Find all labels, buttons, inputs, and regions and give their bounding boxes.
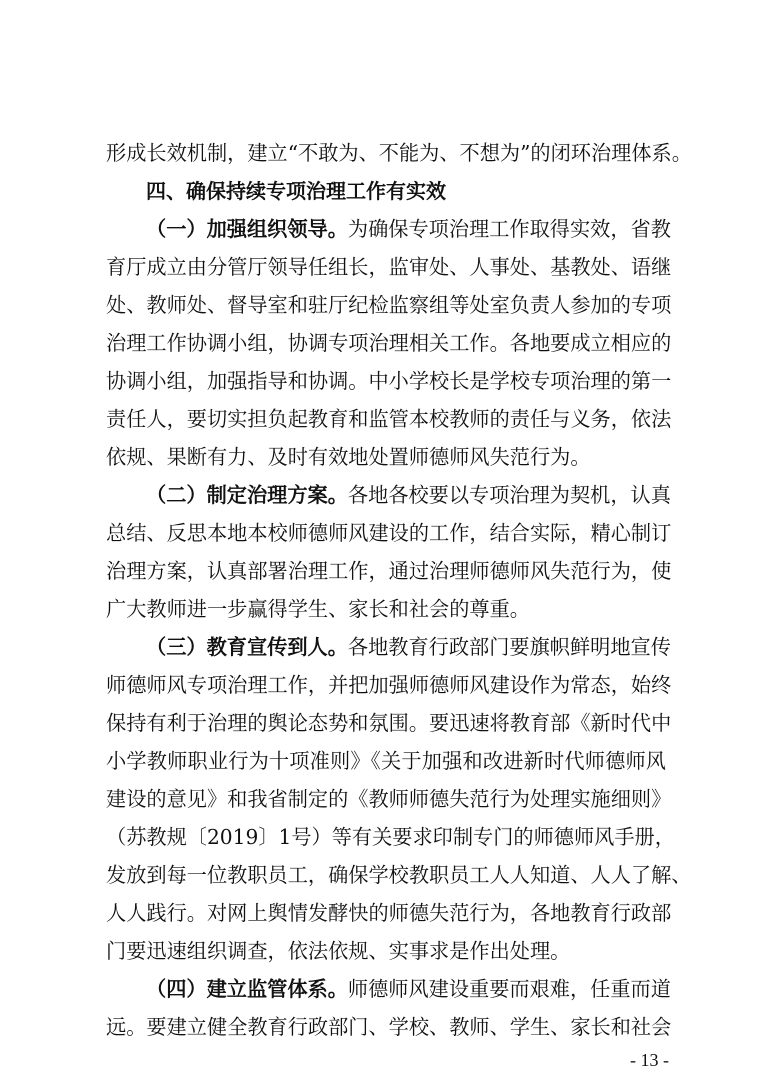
paragraph-line: 人人践行。对网上舆情发酵快的师德失范行为，各地教育行政部 <box>106 901 672 925</box>
paragraph-line: 处、教师处、督导室和驻厅纪检监察组等处室负责人参加的专项 <box>106 293 672 317</box>
section-heading: 四、确保持续专项治理工作有实效 <box>146 179 446 203</box>
paragraph-line: 发放到每一位教职员工，确保学校教职员工人人知道、人人了解、 <box>106 863 692 887</box>
page-number: - 13 - <box>630 1050 669 1070</box>
paragraph-line: 门要迅速组织调查，依法依规、实事求是作出处理。 <box>106 939 571 963</box>
paragraph-line: 小学教师职业行为十项准则》《关于加强和改进新时代师德师风 <box>106 749 666 773</box>
paragraph-line: 形成长效机制，建立“不敢为、不能为、不想为”的闭环治理体系。 <box>106 141 692 165</box>
paragraph-line: 总结、反思本地本校师德师风建设的工作，结合实际，精心制订 <box>106 521 672 545</box>
paragraph-line: 治理方案，认真部署治理工作，通过治理师德师风失范行为，使 <box>106 559 672 583</box>
paragraph-line: 依规、果断有力、及时有效地处置师德师风失范行为。 <box>106 445 591 469</box>
paragraph-line: （二）制定治理方案。各地各校要以专项治理为契机，认真 <box>146 483 671 507</box>
paragraph-line: 保持有利于治理的舆论态势和氛围。要迅速将教育部《新时代中 <box>106 711 672 735</box>
paragraph-line: 育厅成立由分管厅领导任组长，监审处、人事处、基教处、语继 <box>106 255 672 279</box>
paragraph-lead: （四）建立监管体系。 <box>146 977 348 1001</box>
paragraph-line: 远。要建立健全教育行政部门、学校、教师、学生、家长和社会 <box>106 1015 672 1039</box>
paragraph-lead: （一）加强组织领导。 <box>146 217 348 241</box>
paragraph-line: 协调小组，加强指导和协调。中小学校长是学校专项治理的第一 <box>106 369 672 393</box>
paragraph-line: （四）建立监管体系。师德师风建设重要而艰难，任重而道 <box>146 977 671 1001</box>
paragraph-line: 师德师风专项治理工作，并把加强师德师风建设作为常态，始终 <box>106 673 672 697</box>
paragraph-line: 建设的意见》和我省制定的《教师师德失范行为处理实施细则》 <box>106 787 672 811</box>
paragraph-lead: （三）教育宣传到人。 <box>146 635 348 659</box>
paragraph-lead: （二）制定治理方案。 <box>146 483 348 507</box>
paragraph-line: （三）教育宣传到人。各地教育行政部门要旗帜鲜明地宣传 <box>146 635 671 659</box>
paragraph-line: 广大教师进一步赢得学生、家长和社会的尊重。 <box>106 597 530 621</box>
paragraph-line: （一）加强组织领导。为确保专项治理工作取得实效，省教 <box>146 217 671 241</box>
paragraph-line: （苏教规〔2019〕1号）等有关要求印制专门的师德师风手册， <box>106 825 675 849</box>
paragraph-line: 责任人，要切实担负起教育和监管本校教师的责任与义务，依法 <box>106 407 672 431</box>
paragraph-line: 治理工作协调小组，协调专项治理相关工作。各地要成立相应的 <box>106 331 672 355</box>
